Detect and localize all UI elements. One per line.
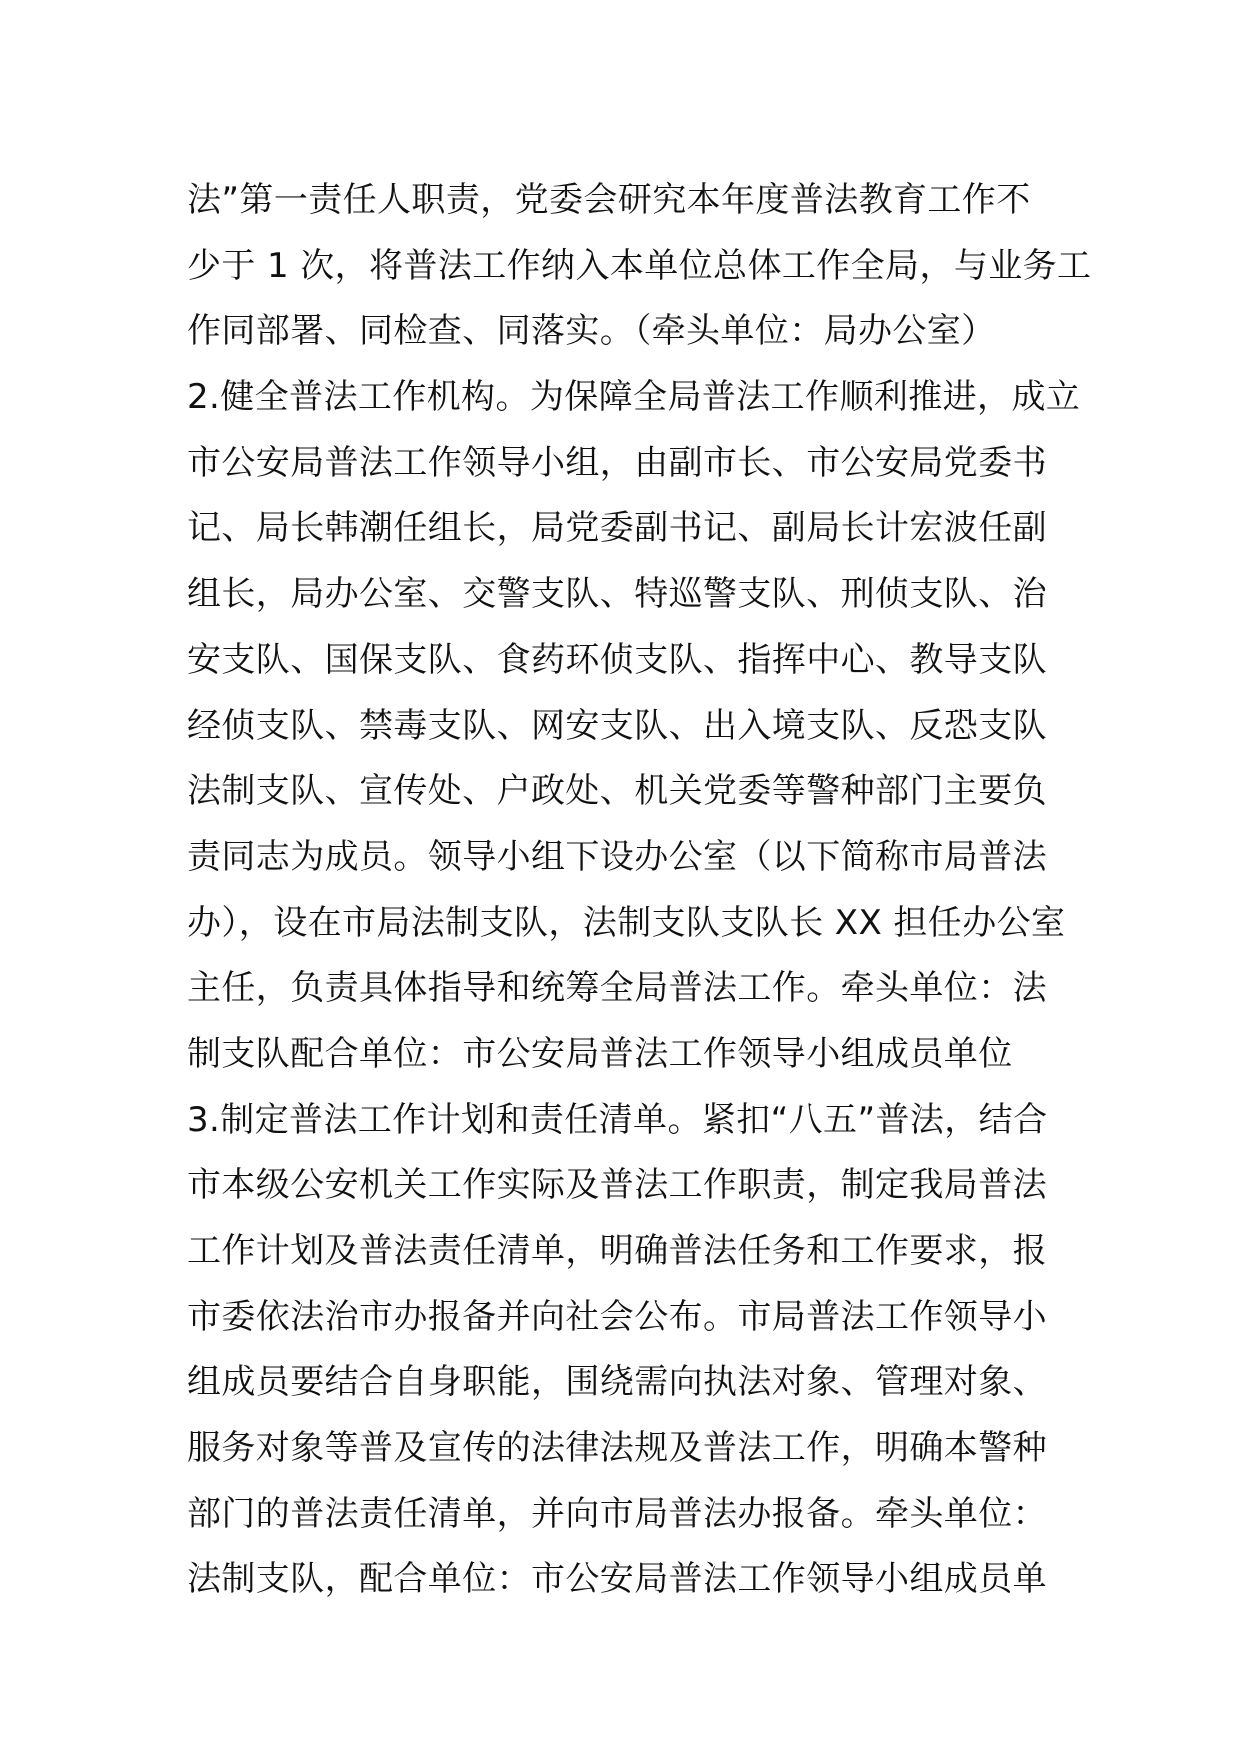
text-line: 责同志为成员。领导小组下设办公室（以下简称市局普法 — [187, 836, 1047, 877]
text-line: 组成员要结合自身职能，围绕需向执法对象、管理对象、 — [187, 1362, 1047, 1403]
text-line: 安支队、国保支队、食药环侦支队、指挥中心、教导支队 — [187, 639, 1047, 680]
body-text — [187, 168, 1092, 1613]
text-line: 市公安局普法工作领导小组，由副市长、市公安局党委书 — [187, 442, 1047, 483]
text-line: 记、局长韩潮任组长，局党委副书记、副局长计宏波任副 — [187, 508, 1047, 549]
text-line: 法制支队，配合单位：市公安局普法工作领导小组成员单 — [187, 1559, 1047, 1600]
text-line: 主任，负责具体指导和统筹全局普法工作。牵头单位：法 — [187, 968, 1047, 1009]
text-line: 市委依法治市办报备并向社会公布。市局普法工作领导小 — [187, 1296, 1047, 1337]
text-line: 工作计划及普法责任清单，明确普法任务和工作要求，报 — [187, 1231, 1047, 1271]
text-line: 法制支队、宣传处、户政处、机关党委等警种部门主要负 — [187, 771, 1047, 812]
text-line: 经侦支队、禁毒支队、网安支队、出入境支队、反恐支队 — [187, 705, 1047, 746]
text-line: 2.健全普法工作机构。为保障全局普法工作顺利推进，成立 — [187, 377, 1081, 418]
text-line: 部门的普法责任清单，并向市局普法办报备。牵头单位： — [187, 1493, 1047, 1534]
text-line: 法”第一责任人职责，党委会研究本年度普法教育工作不 — [187, 180, 1031, 220]
text-line: 少于 1 次，将普法工作纳入本单位总体工作全局，与业务工 — [187, 245, 1092, 286]
text-line: 制支队配合单位：市公安局普法工作领导小组成员单位 — [187, 1033, 1013, 1074]
text-line: 作同部署、同检查、同落实。（牵头单位：局办公室） — [187, 311, 996, 352]
text-line: 市本级公安机关工作实际及普法工作职责，制定我局普法 — [187, 1165, 1047, 1206]
text-line: 办），设在市局法制支队，法制支队支队长 XX 担任办公室 — [187, 902, 1066, 943]
text-line: 3.制定普法工作计划和责任清单。紧扣“八五”普法，结合 — [187, 1099, 1048, 1140]
text-line: 组长，局办公室、交警支队、特巡警支队、刑侦支队、治 — [187, 574, 1047, 615]
text-line: 服务对象等普及宣传的法律法规及普法工作，明确本警种 — [187, 1428, 1047, 1469]
